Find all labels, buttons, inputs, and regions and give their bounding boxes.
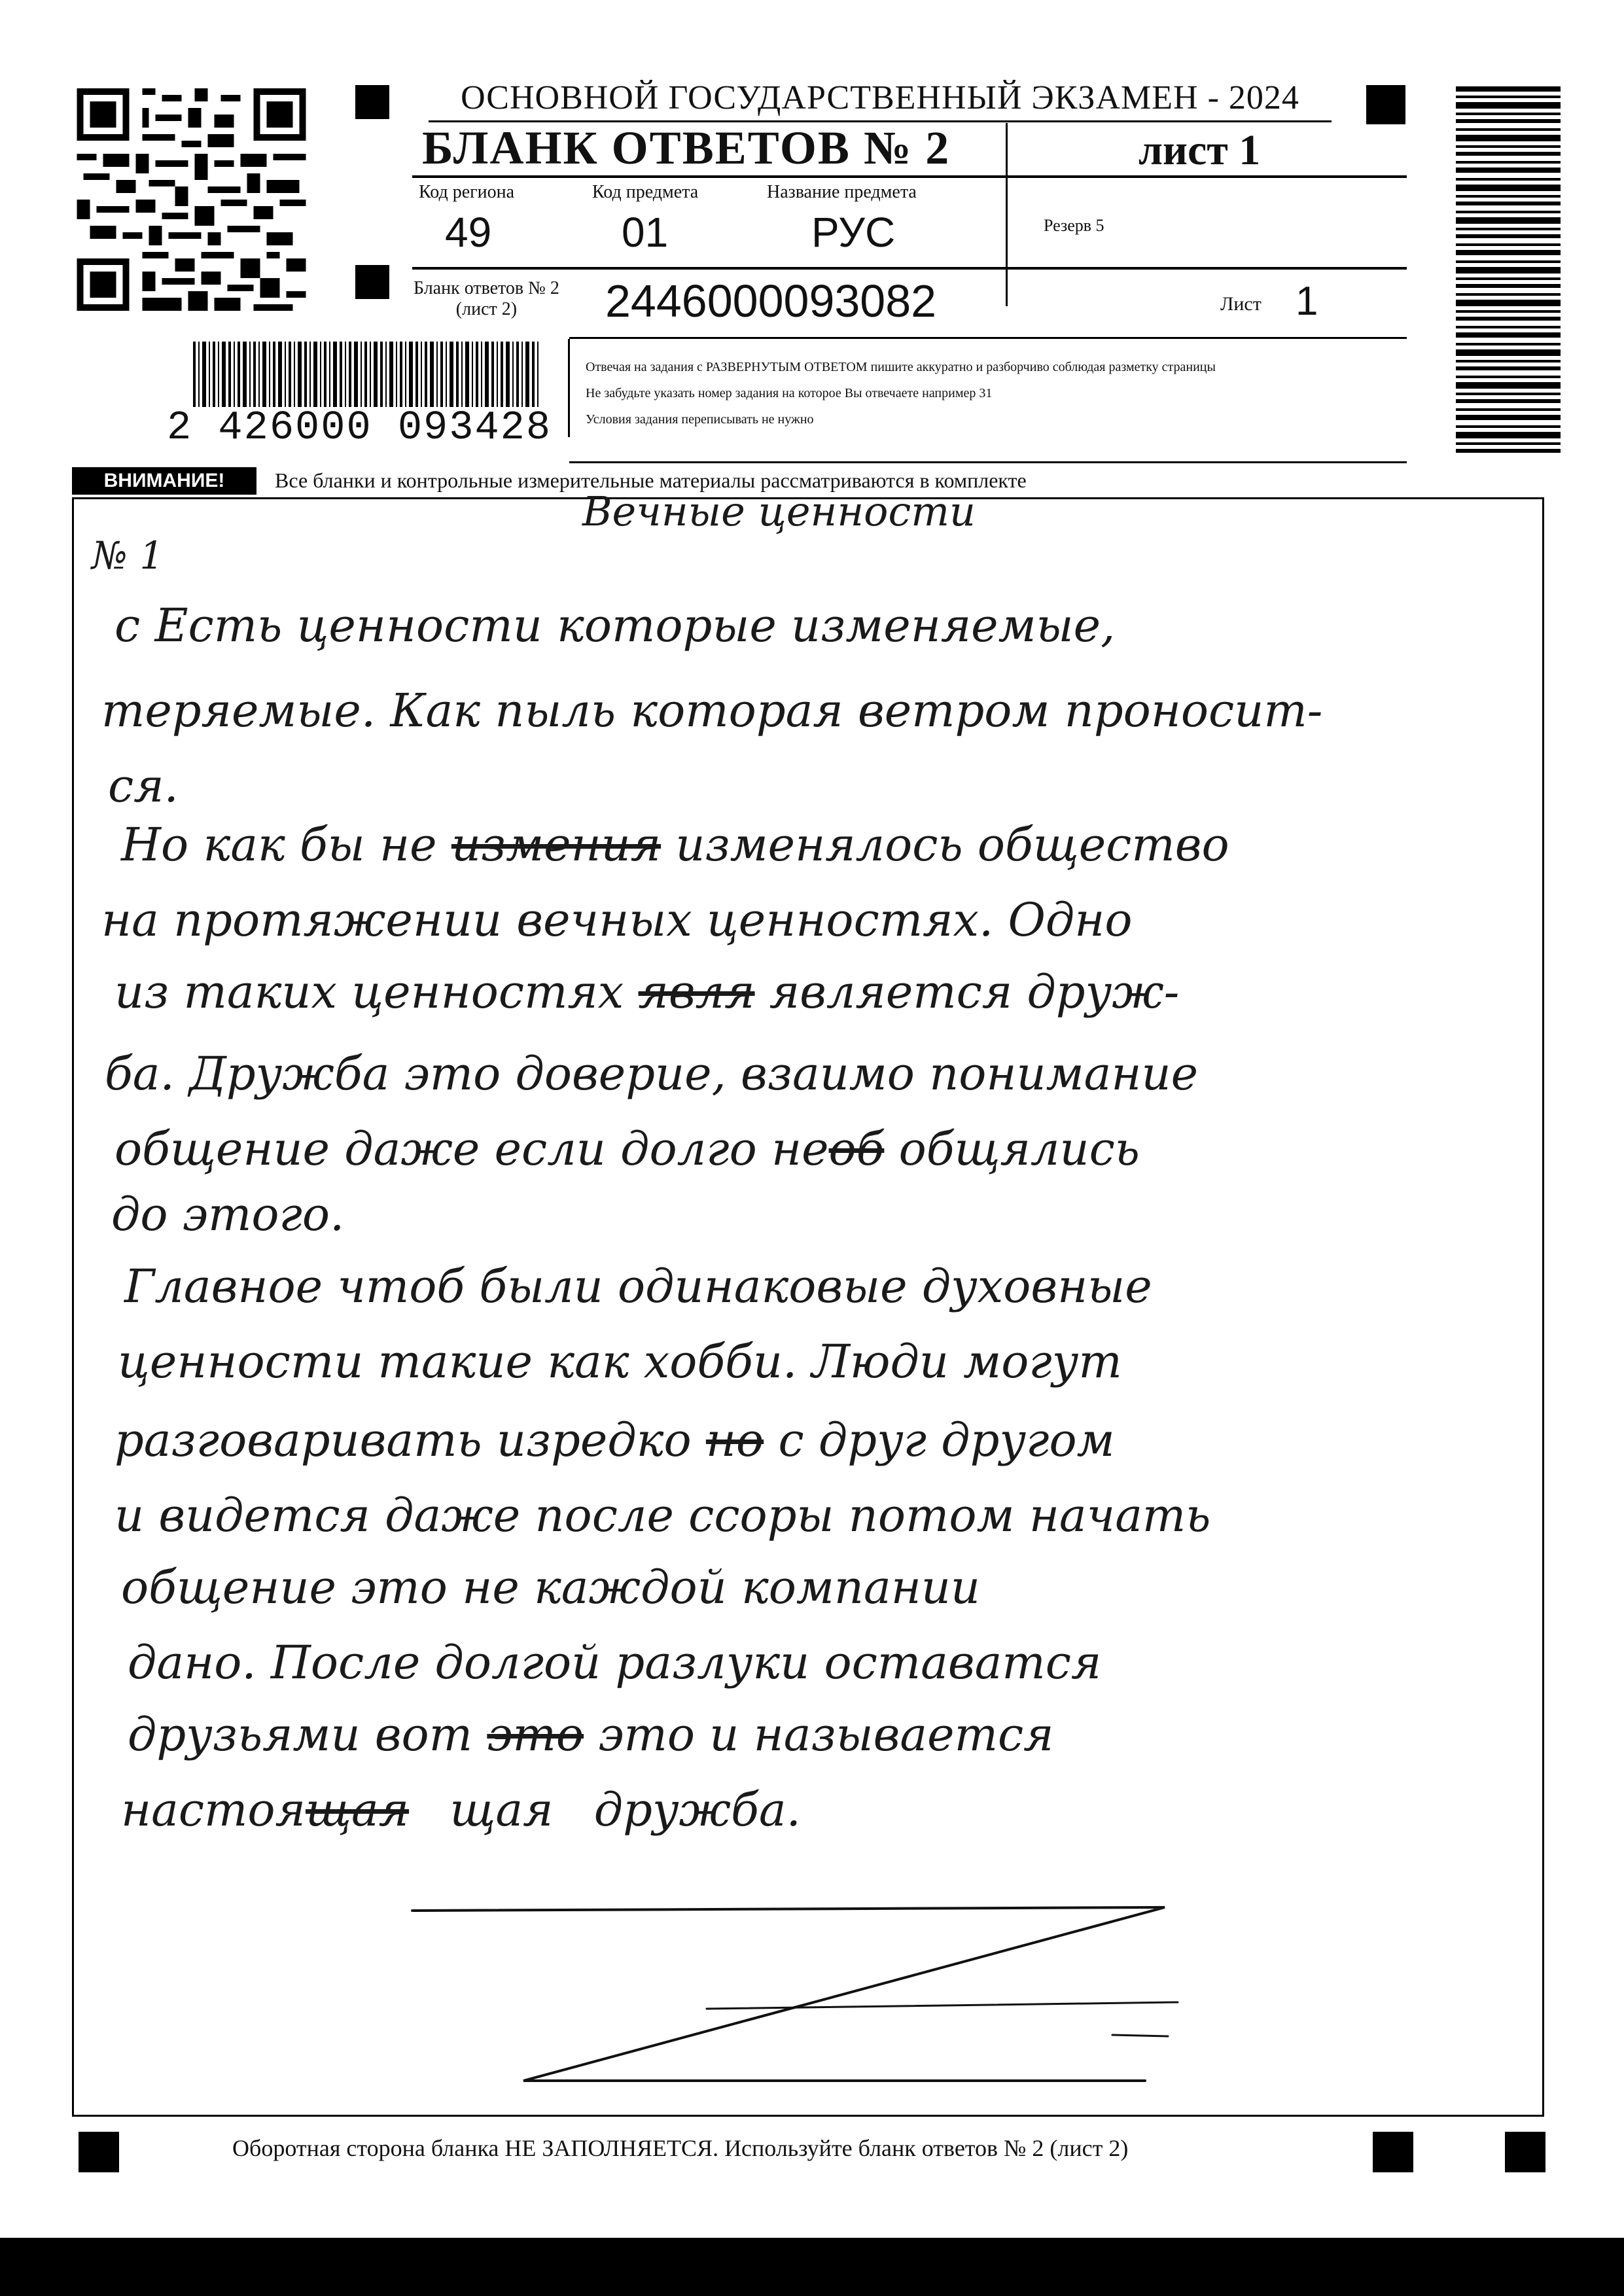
struck-word: об <box>828 1122 885 1176</box>
answer-line-3: ся. <box>108 759 179 813</box>
answer-line-1: с Есть ценности которые изменяемые, <box>115 599 1116 652</box>
answer-line-6: из таких ценностях явля является друж- <box>115 965 1180 1019</box>
answer-line-14: общение это не каждой компании <box>121 1561 981 1614</box>
struck-word: измения <box>451 818 662 872</box>
subject-name-label: Название предмета <box>767 182 917 202</box>
registration-marker-bottom-left <box>79 2132 119 2172</box>
subject-code-label: Код предмета <box>592 182 699 202</box>
divider <box>412 267 1407 270</box>
instruction-1: Отвечая на задания с РАЗВЕРНУТЫМ ОТВЕТОМ пишите аккуратно и разборчиво соблюдая разметку страницы <box>586 360 1216 374</box>
divider <box>569 461 1407 463</box>
struck-word: щая <box>305 1783 410 1837</box>
sheet-label: Лист <box>1220 293 1262 315</box>
form-title: БЛАНК ОТВЕТОВ № 2 <box>422 122 951 174</box>
divider <box>569 337 1407 339</box>
answer-line-10: Главное чтоб были одинаковые духовные <box>124 1260 1152 1313</box>
registration-marker-mid-left <box>355 265 389 299</box>
task-number: № 1 <box>92 533 164 578</box>
answer-line-13: и видется даже после ссоры потом начать <box>115 1489 1211 1542</box>
struck-word: явля <box>638 965 755 1019</box>
registration-marker-bottom-right-1 <box>1373 2132 1413 2172</box>
answer-line-17: настоящая щая дружба. <box>121 1783 801 1837</box>
registration-marker-top-left <box>355 85 389 119</box>
region-label: Код региона <box>419 182 515 202</box>
footer-note: Оборотная сторона бланка НЕ ЗАПОЛНЯЕТСЯ. Используйте бланк ответов № 2 (лист 2) <box>232 2135 1129 2161</box>
subject-code-value: 01 <box>622 209 669 256</box>
struck-word: но <box>705 1413 764 1467</box>
answer-title: Вечные ценности <box>582 487 976 535</box>
answer-line-12: разговаривать изредко но с друг другом <box>115 1413 1115 1467</box>
region-value: 49 <box>445 209 492 256</box>
z-closing-mark <box>393 1884 1243 2100</box>
form-ref-label: Бланк ответов № 2 (лист 2) <box>414 278 559 319</box>
qr-code <box>75 88 308 311</box>
answer-line-8: общение даже если долго необ общялись <box>115 1122 1140 1176</box>
answer-line-4: Но как бы не измения изменялось общество <box>121 818 1229 872</box>
form-number: 2446000093082 <box>605 275 937 327</box>
answer-line-15: дано. После долгой разлуки оставатся <box>128 1636 1102 1689</box>
instruction-2: Не забудьте указать номер задания на которое Вы отвечаете например 31 <box>586 386 993 400</box>
attention-text: Все бланки и контрольные измерительные материалы рассматриваются в комплекте <box>275 468 1027 492</box>
sheet-title: лист 1 <box>1139 126 1261 174</box>
struck-word: это <box>487 1708 584 1761</box>
answer-line-2: теряемые. Как пыль которая ветром проносит- <box>101 684 1323 737</box>
divider <box>412 175 1407 178</box>
sheet-number: 1 <box>1296 279 1318 324</box>
subject-name-value: РУС <box>811 209 896 256</box>
answer-line-5: на протяжении вечных ценностях. Одно <box>101 893 1133 947</box>
instruction-3: Условия задания переписывать не нужно <box>586 412 814 427</box>
barcode <box>193 342 538 407</box>
answer-line-16: друзьями вот это это и называется <box>128 1708 1054 1761</box>
attention-badge: ВНИМАНИЕ! <box>72 467 256 495</box>
barcode-number: 2 426000 093428 <box>167 404 552 451</box>
registration-marker-bottom-right-2 <box>1505 2132 1545 2172</box>
bottom-band <box>0 2238 1624 2296</box>
answer-line-11: ценности такие как хобби. Люди могут <box>118 1335 1122 1388</box>
registration-marker-top-right <box>1366 85 1405 124</box>
answer-line-9: до этого. <box>111 1188 345 1241</box>
exam-title: ОСНОВНОЙ ГОСУДАРСТВЕННЫЙ ЭКЗАМЕН - 2024 <box>461 79 1299 116</box>
reserve-label: Резерв 5 <box>1044 216 1104 235</box>
vertical-barcode <box>1456 86 1561 453</box>
divider <box>1006 123 1008 306</box>
answer-line-7: ба. Дружба это доверие, взаимо понимание <box>105 1047 1199 1101</box>
divider <box>568 339 570 437</box>
